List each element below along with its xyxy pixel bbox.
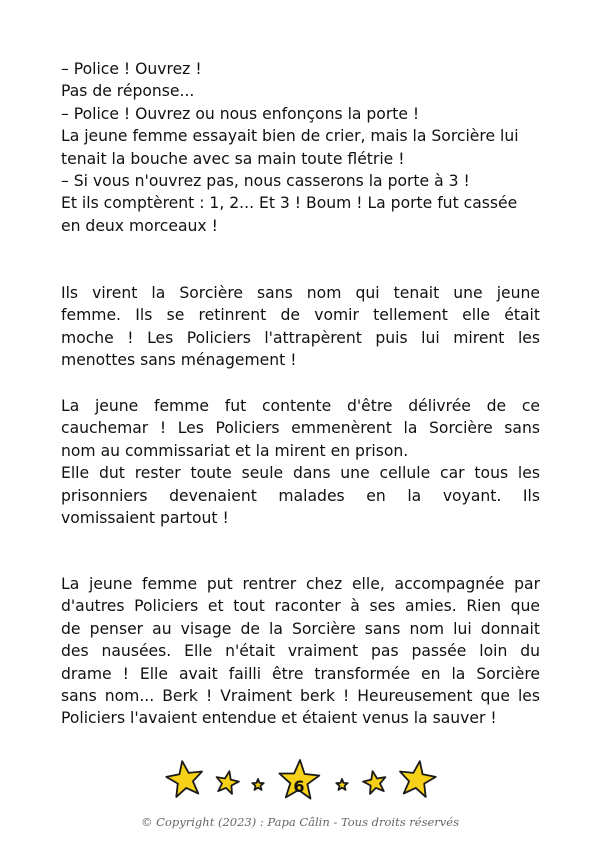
paragraph-ending [61, 573, 540, 730]
text-line: de penser au visage de la Sorcière sans nom lui donnait [61, 619, 540, 638]
text-line: La jeune femme fut contente d'être délivrée de ce [61, 397, 540, 415]
text-line: moche ! Les Policiers l'attrapèrent puis lui mirent les [61, 328, 540, 347]
text-line: d'autres Policiers et tout raconter à ses amies. Rien que [61, 597, 540, 616]
text-line: nom au commissariat et la mirent en prison. [61, 441, 409, 460]
page-number-stars [0, 758, 600, 808]
text-line: La jeune femme essayait bien de crier, mais la Sorcière lui [61, 127, 519, 146]
text-line: – Police ! Ouvrez ! [61, 60, 202, 78]
text-line: cauchemar ! Les Policiers emmenèrent la Sorcière sans [61, 419, 540, 438]
star-icon-small-left [252, 779, 263, 790]
text-line: Ils virent la Sorcière sans nom qui tenait une jeune [61, 284, 540, 302]
paragraph-dialogue [61, 58, 540, 237]
text-line: – Police ! Ouvrez ou nous enfonçons la porte ! [61, 104, 420, 123]
text-line: vomissaient partout ! [61, 508, 229, 527]
text-line: Et ils comptèrent : 1, 2... Et 3 ! Boum ! La porte fut cassée [61, 194, 518, 213]
star-icon-medium-right [363, 771, 385, 794]
text-line: Elle dut rester toute seule dans une cellule car tous les [61, 464, 540, 483]
paragraph-prison [61, 395, 540, 529]
star-icon-large-left [166, 761, 202, 797]
text-line: femme. Ils se retinrent de vomir tellement elle était [61, 306, 540, 325]
text-line: prisonniers devenaient malades en la voyant. Ils [61, 486, 540, 505]
paragraph-arrest [61, 282, 540, 372]
star-icon-large-right [400, 761, 436, 797]
text-line: menottes sans ménagement ! [61, 351, 297, 370]
text-line: des nausées. Elle n'était vraiment pas passée loin du [61, 642, 540, 661]
text-line: tenait la bouche avec sa main toute flétrie ! [61, 149, 405, 168]
copyright-notice: © Copyright (2023) : Papa Câlin - Tous droits réservés [141, 815, 459, 829]
star-icon-medium-left [217, 771, 239, 794]
text-line: – Si vous n'ouvrez pas, nous casserons la porte à 3 ! [61, 171, 470, 190]
star-icon-small-right [336, 779, 347, 790]
text-line: La jeune femme put rentrer chez elle, accompagnée par [61, 575, 540, 593]
text-line: en deux morceaux ! [61, 216, 218, 235]
text-line: sans nom... Berk ! Vraiment berk ! Heureusement que les [61, 686, 540, 705]
page-number: 6 [293, 777, 305, 796]
text-line: drame ! Elle avait failli être transformée en la Sorcière [61, 664, 540, 683]
text-line: Pas de réponse... [61, 82, 195, 101]
text-line: Policiers l'avaient entendue et étaient venus la sauver ! [61, 709, 497, 728]
